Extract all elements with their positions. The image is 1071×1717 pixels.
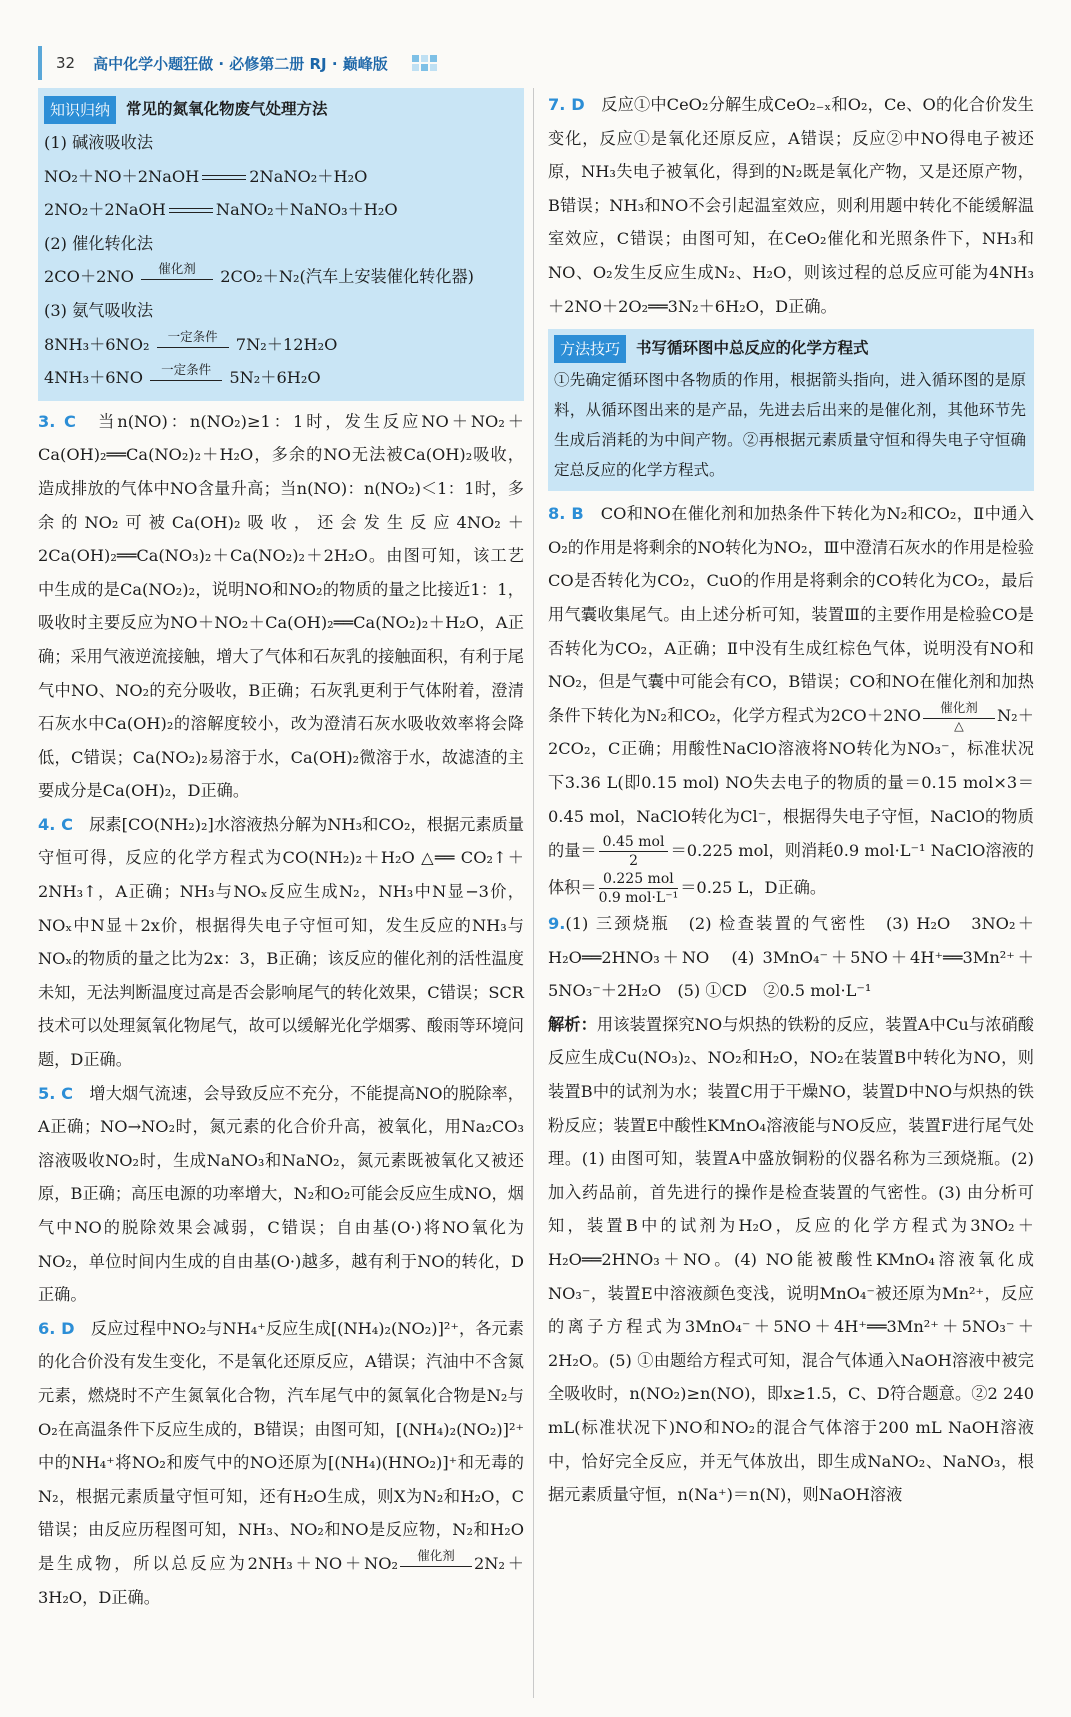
answer-7	[548, 88, 1034, 323]
answer-8-label: 8. B	[548, 504, 584, 524]
reaction-arrow-icon	[150, 363, 222, 394]
equation-4-left: 8NH₃＋6NO₂	[44, 334, 150, 354]
answer-3-label: 3. C	[38, 411, 76, 431]
reaction-arrow-icon	[141, 262, 213, 293]
knowledge-title: 常见的氮氧化物废气处理方法	[126, 100, 328, 119]
answer-6-text: 反应过程中NO₂与NH₄⁺反应生成[(NH₄)₂(NO₂)]²⁺，各元素的化合价没有发生变化，不是氧化还原反应，A错误；汽油中不含氮元素，燃烧时不产生氮氧化合物，汽车尾气中的氮氧化合物是N₂与O₂在高温条件下反应生成的，B错误；由图可知，[(NH₄)₂(NO₂)]²⁺中的NH₄⁺将NO₂和废气中的NO还原为[(NH₄)(HNO₂)]⁺和无毒的N₂，根据元素质量守恒可知，还有H₂O生成，则X为N₂和H₂O，C错误；由反应历程图可知，NH₃、NO₂和NO是反应物，N₂和H₂O是生成物，所以总反应为2NH₃＋NO＋NO₂	[38, 1318, 524, 1573]
column-divider	[533, 88, 534, 1698]
method-1-heading: (1) 碱液吸收法	[44, 133, 154, 152]
reaction-arrow-icon	[400, 1549, 472, 1580]
answer-8	[548, 497, 1034, 907]
fraction-1-denominator: 2	[629, 853, 639, 870]
equation-1-right: 2NaNO₂＋H₂O	[249, 166, 368, 186]
page-header	[38, 46, 526, 80]
analysis-text: 用该装置探究NO与炽热的铁粉的反应，装置A中Cu与浓硝酸反应生成Cu(NO₃)₂、NO₂和H₂O，NO₂在装置B中转化为NO，则装置B中的试剂为水；装置C用于干燥NO，装置D中NO与炽热的铁粉反应；装置E中酸性KMnO₄溶液能与NO反应，装置F进行尾气处理。(1) 由图可知，装置A中盛放铜粉的仪器名称为三颈烧瓶。(2) 加入药品前，首先进行的操作是检查装置的气密性。(3) 由分析可知，装置B中的试剂为H₂O，反应的化学方程式为3NO₂＋H₂O══2HNO₃＋NO。(4) NO能被酸性KMnO₄溶液氧化成NO₃⁻，装置E中溶液颜色变浅，说明MnO₄⁻被还原为Mn²⁺，反应的离子方程式为3MnO₄⁻＋5NO＋4H⁺══3Mn²⁺＋5NO₃⁻＋2H₂O。(5) ①由题给方程式可知，混合气体通入NaOH溶液中被完全吸收时，n(NO₂)≥n(NO)，即x≥1.5，C、D符合题意。②2 240 mL(标准状况下)NO和NO₂的混合气体溶于200 mL NaOH溶液中，恰好完全反应，并无气体放出，即生成NaNO₂、NaNO₃，根据元素质量守恒，n(Na⁺)＝n(N)，则NaOH溶液	[548, 1014, 1034, 1505]
answer-8-text: CO和NO在催化剂和加热条件下转化为N₂和CO₂，Ⅱ中通入O₂的作用是将剩余的NO转化为NO₂，Ⅲ中澄清石灰水的作用是检验CO是否转化为CO₂，CuO的作用是将剩余的CO转化为CO₂，最后用气囊收集尾气。由上述分析可知，装置Ⅲ的主要作用是检验CO是否转化为CO₂，A正确；Ⅱ中没有生成红棕色气体，说明没有NO和NO₂，但是气囊中可能会有CO，B错误；CO和NO在催化剂和加热条件下转化为N₂和CO₂，化学方程式为2CO＋2NO	[548, 504, 1034, 725]
answer-5-text: 增大烟气流速，会导致反应不充分，不能提高NO的脱除率，A正确；NO→NO₂时，氮元素的化合价升高，被氧化，用Na₂CO₃溶液吸收NO₂时，生成NaNO₃和NaNO₂，氮元素既被氧化又被还原，B正确；高压电源的功率增大，N₂和O₂可能会反应生成NO，烟气中NO的脱除效果会减弱，C错误；自由基(O·)将NO氧化为NO₂，单位时间内生成的自由基(O·)越多，越有利于NO的转化，D正确。	[38, 1083, 524, 1305]
heat-symbol: △	[954, 717, 964, 733]
answer-7-label: 7. D	[548, 95, 585, 114]
fraction-2	[599, 870, 679, 907]
reaction-condition: 一定条件	[167, 328, 218, 344]
equation-5-left: 4NH₃＋6NO	[44, 368, 143, 388]
answer-4-text: 尿素[CO(NH₂)₂]水溶液热分解为NH₃和CO₂，根据元素质量守恒可得，反应的化学方程式为CO(NH₂)₂＋H₂O △══ CO₂↑＋2NH₃↑，A正确；NH₃与NOₓ反应生成N₂，NH₃中N显−3价，NOₓ中N显＋2x价，根据得失电子守恒可知，发生反应的NH₃与NOₓ的物质的量之比为2x：3，B正确；该反应的催化剂的活性温度未知，无法判断温度过高是否会影响尾气的转化效果，C错误；SCR技术可以处理氮氧化物尾气，故可以缓解光化学烟雾、酸雨等环境问题，D正确。	[38, 814, 525, 1070]
reaction-condition: 一定条件	[161, 362, 212, 378]
book-title: 高中化学小题狂做 · 必修第二册 RJ · 巅峰版	[93, 54, 388, 73]
reaction-arrow-icon	[923, 701, 995, 732]
method-3-heading: (3) 氨气吸收法	[44, 300, 154, 320]
answer-8-mid: ＝0.225 mol，则消耗0.9 mol·L⁻¹ NaClO溶液的体积＝	[548, 841, 1034, 898]
answer-9-answer: (1) 三颈烧瓶 (2) 检查装置的气密性 (3) H₂O 3NO₂＋H₂O══2HNO₃＋NO (4) 3MnO₄⁻＋5NO＋4H⁺══3Mn²⁺＋5NO₃⁻＋2H₂O (5) ①CD ②0.5 mol·L⁻¹	[548, 914, 1034, 1001]
answer-5-label: 5. C	[38, 1083, 74, 1103]
answer-8-tail: N₂＋2CO₂，C正确；用酸性NaClO溶液将NO转化为NO₃⁻，标准状况下3.36 L(即0.15 mol) NO失去电子的物质的量＝0.15 mol×3＝0.45 mol，NaClO转化为Cl⁻，根据得失电子守恒，NaClO的物质的量＝	[548, 705, 1034, 861]
right-column	[548, 88, 1034, 1512]
fraction-1	[599, 833, 669, 870]
answer-9-label: 9.	[548, 914, 566, 934]
knowledge-box-head	[44, 94, 516, 126]
answer-6-tail: 2N₂＋3H₂O，D正确。	[38, 1553, 524, 1607]
answer-3-text: 当n(NO)：n(NO₂)≥1：1时，发生反应NO＋NO₂＋Ca(OH)₂══Ca(NO₂)₂＋H₂O，多余的NO无法被Ca(OH)₂吸收，造成排放的气体中NO含量升高；当n(NO)：n(NO₂)＜1：1时，多余的NO₂可被Ca(OH)₂吸收，还会发生反应4NO₂＋2Ca(OH)₂══Ca(NO₃)₂＋Ca(NO₂)₂＋2H₂O。由图可知，该工艺中生成的是Ca(NO₂)₂，说明NO和NO₂的物质的量之比接近1：1，吸收时主要反应为NO＋NO₂＋Ca(OH)₂══Ca(NO₂)₂＋H₂O，A正确；采用气液逆流接触，增大了气体和石灰乳的接触面积，有利于尾气中NO、NO₂的充分吸收，B正确；石灰乳更利于气体附着，澄清石灰水中Ca(OH)₂的溶解度较小，改为澄清石灰水吸收效率将会降低，C错误；Ca(NO₂)₂易溶于水，Ca(OH)₂微溶于水，故滤渣的主要成分是Ca(OH)₂，D正确。	[38, 411, 524, 801]
equation-4-right: 7N₂＋12H₂O	[235, 334, 338, 354]
knowledge-tag: 知识归纳	[44, 96, 116, 124]
fraction-2-numerator: 0.225 mol	[599, 870, 679, 889]
reaction-condition: 催化剂	[158, 261, 196, 277]
equation-1	[44, 160, 516, 194]
method-text: ①先确定循环图中各物质的作用，根据箭头指向，进入循环图的是原料，从循环图出来的是产品，先进去后出来的是催化剂，其他环节先生成后消耗的为中间产物。②再根据元素质量守恒和得失电子守恒确定总反应的化学方程式。	[554, 371, 1026, 480]
equation-4	[44, 328, 516, 362]
answer-4-label: 4. C	[38, 814, 73, 834]
equation-2-left: 2NO₂＋2NaOH	[44, 200, 166, 220]
answer-5	[38, 1077, 524, 1312]
header-decoration-icon	[412, 55, 437, 71]
method-title: 书写循环图中总反应的化学方程式	[636, 339, 869, 358]
equation-2-right: NaNO₂＋NaNO₃＋H₂O	[215, 200, 398, 220]
answer-6	[38, 1312, 524, 1614]
method-2-heading: (2) 催化转化法	[44, 233, 154, 253]
answer-8-end: ＝0.25 L，D正确。	[680, 878, 827, 898]
equation-3	[44, 260, 516, 294]
fraction-1-numerator: 0.45 mol	[599, 833, 669, 852]
method-tips-box	[548, 329, 1034, 491]
analysis-label: 解析：	[548, 1014, 597, 1034]
knowledge-summary-box	[38, 88, 524, 401]
reaction-condition: 催化剂	[417, 1547, 455, 1563]
equation-3-left: 2CO＋2NO	[44, 267, 134, 287]
answer-7-text: 反应①中CeO₂分解生成CeO₂₋ₓ和O₂，Ce、O的化合价发生变化，反应①是氧化还原反应，A错误；反应②中NO得电子被还原，NH₃失电子被氧化，得到的N₂既是氧化产物，又是还原产物，B错误；NH₃和NO不会引起温室效应，则利用题中转化不能缓解温室效应，C错误；由图可知，在CeO₂催化和光照条件下，NH₃和NO、O₂发生反应生成N₂、H₂O，则该过程的总反应可能为4NH₃＋2NO＋2O₂══3N₂＋6H₂O，D正确。	[548, 95, 1034, 316]
method-box-head	[554, 333, 1026, 365]
equation-3-right: 2CO₂＋N₂(汽车上安装催化转化器)	[220, 267, 474, 287]
method-tag: 方法技巧	[554, 335, 626, 363]
equation-2	[44, 193, 516, 227]
page-number: 32	[56, 54, 76, 72]
answer-4	[38, 808, 524, 1077]
equals-sign-icon	[169, 208, 213, 213]
equals-sign-icon	[202, 175, 246, 180]
answer-3	[38, 405, 524, 808]
answer-6-label: 6. D	[38, 1318, 75, 1338]
left-column	[38, 88, 524, 1614]
reaction-condition: 催化剂	[940, 699, 978, 715]
equation-5	[44, 361, 516, 395]
equation-1-left: NO₂＋NO＋2NaOH	[44, 166, 200, 186]
answer-9-analysis	[548, 1008, 1034, 1512]
reaction-arrow-icon	[157, 330, 229, 361]
fraction-2-denominator: 0.9 mol·L⁻¹	[598, 890, 679, 907]
equation-5-right: 5N₂＋6H₂O	[229, 368, 321, 388]
answer-9	[548, 907, 1034, 1008]
